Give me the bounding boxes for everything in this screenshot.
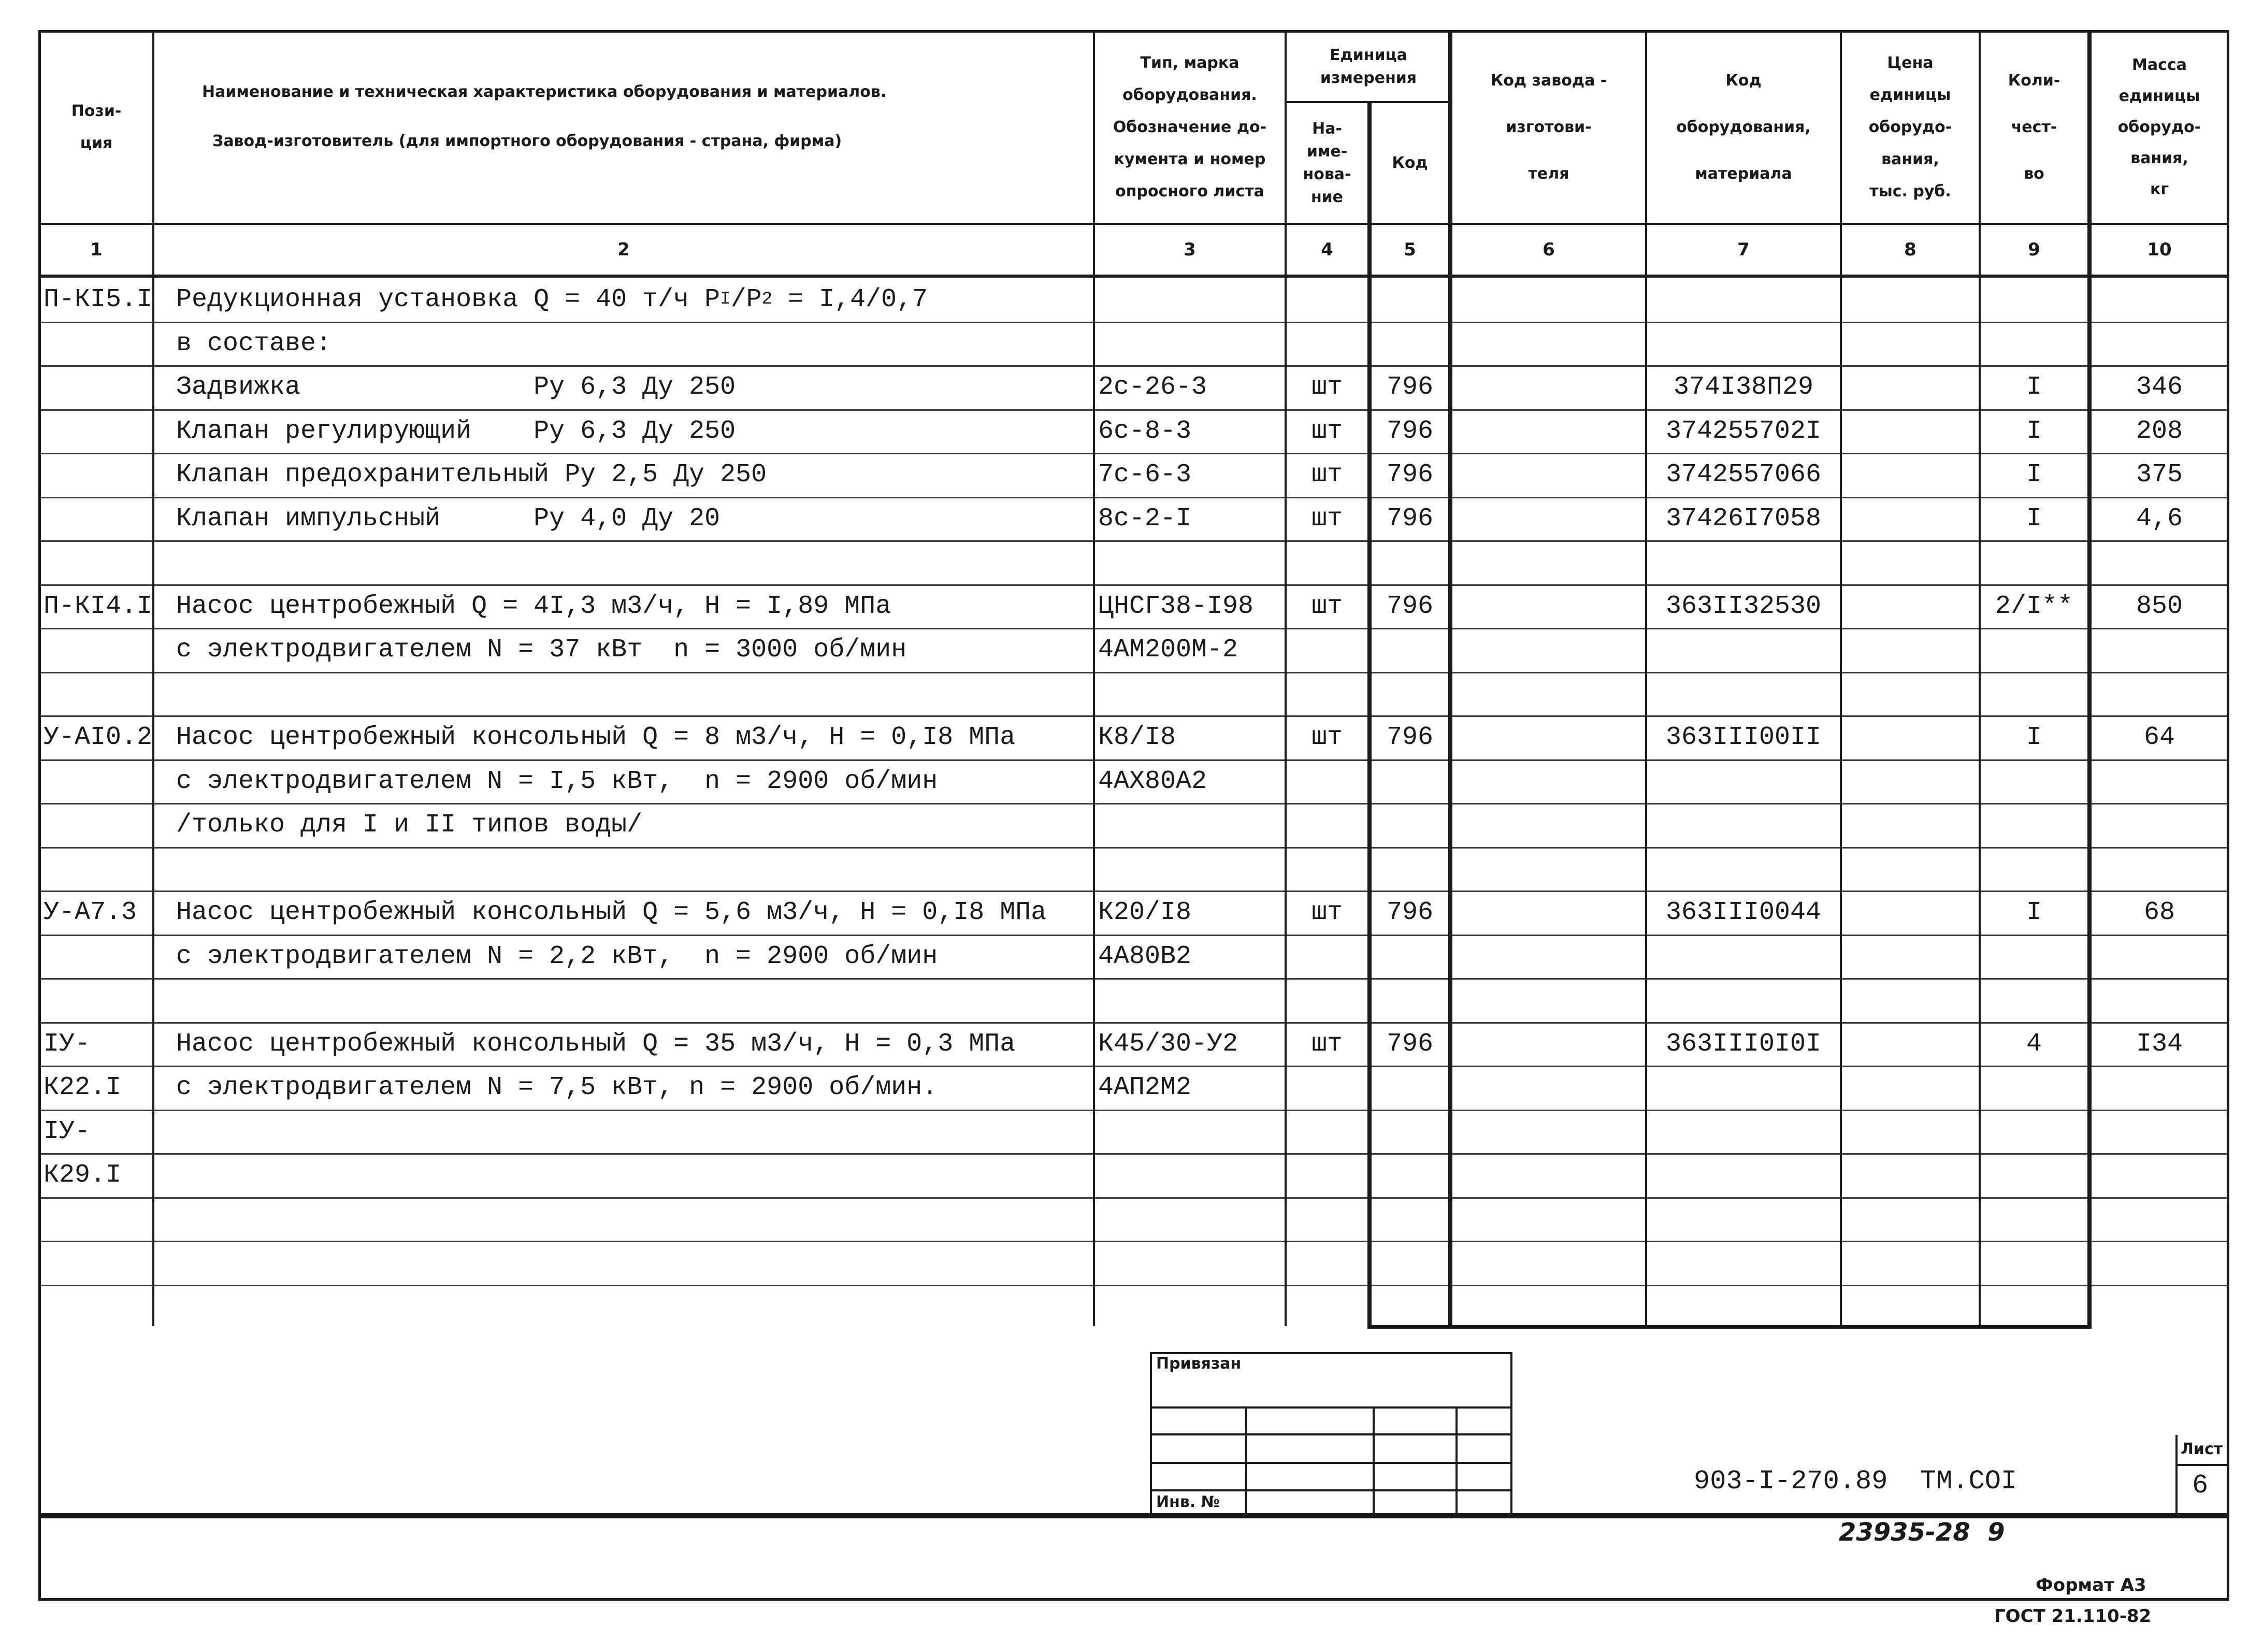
cell-name: с электродвигателем N = I,5 кВт, n = 2900 об/мин: [176, 766, 938, 796]
cell-name-text: /P: [730, 284, 762, 314]
header-name-line2: Завод-изготовитель (для импортного оборудования - страна, фирма): [212, 132, 842, 150]
cell-unit: [1287, 1241, 1367, 1284]
cell-name: Клапан предохранительный Ру 2,5 Ду 250: [176, 459, 767, 490]
cell-qty: I: [2026, 459, 2042, 490]
column-number: 9: [2028, 239, 2040, 260]
cell-unit: [1287, 847, 1367, 890]
cell-code: 796: [1386, 372, 1433, 402]
cell-mass: [2092, 1285, 2227, 1328]
cell-pos: [44, 322, 152, 365]
cell-name: с электродвигателем N = 2,2 кВт, n = 2900 об/мин: [176, 941, 938, 971]
cell-mass: [2092, 628, 2227, 671]
cell-unit: [1287, 278, 1367, 321]
cell-code: [1372, 278, 1448, 321]
cell-name: с электродвигателем N = 37 кВт n = 3000 об/мин: [176, 635, 907, 665]
cell-mass: 208: [2136, 416, 2183, 446]
cell-type: [1098, 540, 1285, 584]
header-unit: Единица измерения: [1320, 46, 1417, 87]
cell-equip: [1647, 803, 1840, 846]
cell-code: 796: [1386, 722, 1433, 752]
cell-unit: шт: [1311, 416, 1343, 446]
sheet-number: 6: [2192, 1470, 2209, 1501]
header-unit-code: Код: [1392, 153, 1428, 172]
cell-qty: [1981, 803, 2087, 846]
column-number: 3: [1184, 239, 1196, 260]
cell-name: [176, 1197, 1093, 1241]
stamp-line: [1150, 1406, 1512, 1409]
cell-name: [176, 672, 1093, 715]
cell-qty: I: [2026, 722, 2042, 752]
cell-type: К8/I8: [1098, 722, 1176, 752]
cell-pos: [44, 497, 152, 540]
cell-unit: [1287, 540, 1367, 584]
cell-qty: [1981, 672, 2087, 715]
cell-code: [1372, 847, 1448, 890]
cell-unit: [1287, 1197, 1367, 1241]
cell-equip: [1647, 1066, 1840, 1109]
cell-qty: [1981, 759, 2087, 803]
cell-code: [1372, 1110, 1448, 1153]
cell-unit: [1287, 628, 1367, 671]
cell-unit: шт: [1311, 591, 1343, 621]
cell-unit: шт: [1311, 722, 1343, 752]
cell-pos: К22.I: [44, 1072, 122, 1102]
header-type: Тип, марка оборудования. Обозначение до- кумента и номер опросного листа: [1113, 54, 1267, 200]
cell-equip: 374I38П29: [1673, 372, 1814, 402]
cell-pos: [44, 409, 152, 453]
lower-frame: [38, 1516, 2229, 1601]
cell-unit: [1287, 672, 1367, 715]
cell-type: [1098, 1197, 1285, 1241]
cell-equip: 363III0I0I: [1665, 1029, 1822, 1059]
cell-qty: 4: [2026, 1029, 2042, 1059]
cell-equip: 363II32530: [1665, 591, 1822, 621]
cell-pos: У-АI0.2: [44, 722, 153, 752]
cell-unit: [1287, 1285, 1367, 1328]
cell-pos: У-А7.3: [44, 897, 137, 927]
cell-name: [176, 1110, 1093, 1153]
cell-qty: [1981, 1197, 2087, 1241]
document-code: 903-I-270.89 ТМ.СОI: [1694, 1466, 2017, 1497]
cell-type: 4АХ80А2: [1098, 766, 1207, 796]
cell-pos: [44, 1285, 152, 1328]
cell-mass: [2092, 540, 2227, 584]
cell-pos: [44, 978, 152, 1022]
cell-qty: [1981, 1110, 2087, 1153]
cell-type: К45/30-У2: [1098, 1029, 1238, 1059]
cell-pos: К29.I: [44, 1160, 122, 1190]
cell-code: 796: [1386, 416, 1433, 446]
cell-type: [1098, 322, 1285, 365]
cell-unit: шт: [1311, 1029, 1343, 1059]
sheet-box-mid: [2175, 1464, 2229, 1466]
cell-type: 6с-8-3: [1098, 416, 1192, 446]
cell-unit: [1287, 759, 1367, 803]
cell-equip: [1647, 278, 1840, 321]
cell-type: [1098, 672, 1285, 715]
cell-pos: [44, 365, 152, 409]
subscript: I: [720, 290, 731, 309]
cell-unit: шт: [1311, 504, 1343, 534]
cell-mass: 68: [2143, 897, 2175, 927]
stamp-line: [1455, 1406, 1458, 1516]
cell-mass: 346: [2136, 372, 2183, 402]
cell-pos: IУ-: [44, 1029, 91, 1059]
cell-pos: П-КI5.I: [44, 284, 153, 314]
cell-name: Насос центробежный консольный Q = 35 м3/ч, Н = 0,3 МПа: [176, 1029, 1016, 1059]
cell-type: [1098, 278, 1285, 321]
cell-type: [1098, 1110, 1285, 1153]
cell-code: [1372, 628, 1448, 671]
cell-equip: [1647, 978, 1840, 1022]
column-number: 2: [617, 239, 630, 260]
cell-name: [176, 1285, 1093, 1328]
cell-equip: 3742557066: [1665, 459, 1822, 490]
cell-qty: [1981, 935, 2087, 978]
cell-unit: шт: [1311, 459, 1343, 490]
cell-qty: [1981, 978, 2087, 1022]
cell-code: [1372, 1197, 1448, 1241]
cell-pos: IУ-: [44, 1116, 91, 1146]
cell-qty: [1981, 278, 2087, 321]
col-sep-9: [2087, 30, 2092, 1329]
archive-number: 23935-28 9: [1839, 1518, 2005, 1547]
cell-name: Насос центробежный консольный Q = 8 м3/ч, Н = 0,I8 МПа: [176, 722, 1016, 752]
header-quantity: Коли- чест- во: [2008, 71, 2060, 183]
cell-code: [1372, 935, 1448, 978]
cell-qty: [1981, 540, 2087, 584]
cell-mass: [2092, 1241, 2227, 1284]
cell-type: 4А80В2: [1098, 941, 1192, 971]
cell-code: [1372, 322, 1448, 365]
cell-pos: [44, 453, 152, 496]
cell-qty: I: [2026, 897, 2042, 927]
cell-type: 7с-6-3: [1098, 459, 1192, 490]
cell-pos: [44, 847, 152, 890]
cell-code: [1372, 1241, 1448, 1284]
cell-mass: [2092, 672, 2227, 715]
cell-unit: [1287, 1110, 1367, 1153]
gost-label: ГОСТ 21.110-82: [1994, 1606, 2152, 1627]
cell-name: Задвижка Ру 6,3 Ду 250: [176, 372, 736, 402]
cell-unit: [1287, 978, 1367, 1022]
cell-code: [1372, 1153, 1448, 1197]
header-position: Пози- ция: [71, 102, 122, 152]
cell-equip: [1647, 935, 1840, 978]
cell-equip: 363III00II: [1665, 722, 1822, 752]
cell-unit: [1287, 1153, 1367, 1197]
cell-mass: [2092, 278, 2227, 321]
subscript: 2: [761, 290, 772, 309]
column-number: 7: [1737, 239, 1750, 260]
cell-pos: П-КI4.I: [44, 591, 153, 621]
column-number: 10: [2147, 239, 2172, 260]
cell-unit: шт: [1311, 897, 1343, 927]
cell-equip: [1647, 847, 1840, 890]
header-factory-code: Код завода - изготови- теля: [1490, 71, 1607, 183]
cell-name: [176, 978, 1093, 1022]
cell-pos: [44, 1241, 152, 1284]
cell-equip: 363III0044: [1665, 897, 1822, 927]
cell-equip: [1647, 1285, 1840, 1328]
cell-qty: [1981, 1153, 2087, 1197]
cell-name-text: = I,4/0,7: [772, 284, 928, 314]
cell-equip: [1647, 1197, 1840, 1241]
cell-name: в составе:: [176, 328, 332, 358]
header-name-line1: Наименование и техническая характеристика оборудования и материалов.: [202, 83, 887, 101]
cell-code: [1372, 1285, 1448, 1328]
cell-name: Клапан импульсный Ру 4,0 Ду 20: [176, 504, 720, 534]
cell-type: ЦНСГ38-I98: [1098, 591, 1254, 621]
header-unit-name: На- име- нова- ние: [1303, 119, 1351, 206]
cell-qty: I: [2026, 372, 2042, 402]
sheet-box-left: [2175, 1435, 2178, 1516]
cell-type: 2с-26-3: [1098, 372, 1207, 402]
cell-pos: [44, 540, 152, 584]
cell-code: 796: [1386, 591, 1433, 621]
cell-pos: [44, 1197, 152, 1241]
cell-name: [176, 540, 1093, 584]
header-mass: Масса единицы оборудо- вания, кг: [2117, 56, 2201, 198]
cell-pos: [44, 935, 152, 978]
header-price: Цена единицы оборудо- вания, тыс. руб.: [1868, 54, 1952, 200]
cell-qty: [1981, 322, 2087, 365]
cell-mass: 4,6: [2136, 504, 2183, 534]
cell-type: 4АП2М2: [1098, 1072, 1192, 1102]
cell-equip: [1647, 1153, 1840, 1197]
cell-equip: [1647, 540, 1840, 584]
cell-mass: 850: [2136, 591, 2183, 621]
cell-mass: [2092, 803, 2227, 846]
cell-pos: [44, 803, 152, 846]
cell-unit: [1287, 935, 1367, 978]
cell-qty: [1981, 847, 2087, 890]
cell-qty: [1981, 1241, 2087, 1284]
cell-equip: 374255702I: [1665, 416, 1822, 446]
cell-mass: I34: [2136, 1029, 2183, 1059]
cell-code: [1372, 1066, 1448, 1109]
cell-name: с электродвигателем N = 7,5 кВт, n = 2900 об/мин.: [176, 1072, 938, 1102]
stamp-line: [1373, 1406, 1375, 1516]
cell-name: /только для I и II типов воды/: [176, 810, 643, 840]
cell-type: К20/I8: [1098, 897, 1192, 927]
cell-mass: 64: [2143, 722, 2175, 752]
cell-qty: [1981, 1285, 2087, 1328]
col-sep-5: [1448, 30, 1452, 1329]
cell-name: Клапан регулирующий Ру 6,3 Ду 250: [176, 416, 736, 446]
cell-qty: I: [2026, 416, 2042, 446]
cell-pos: [44, 672, 152, 715]
cell-code: 796: [1386, 459, 1433, 490]
column-number: 8: [1904, 239, 1916, 260]
cell-code: [1372, 759, 1448, 803]
cell-equip: [1647, 759, 1840, 803]
cell-type: [1098, 1153, 1285, 1197]
cell-code: 796: [1386, 897, 1433, 927]
cell-type: [1098, 1285, 1285, 1328]
stamp-line: [1245, 1406, 1247, 1516]
sheet-label: Лист: [2181, 1440, 2223, 1458]
column-number: 4: [1321, 239, 1333, 260]
cell-type: [1098, 803, 1285, 846]
cell-equip: [1647, 1241, 1840, 1284]
header-equipment-code: Код оборудования, материала: [1676, 71, 1811, 183]
stamp-line: [1150, 1433, 1512, 1435]
stamp-line: [1150, 1462, 1512, 1464]
cell-pos: [44, 759, 152, 803]
cell-name: [176, 1241, 1093, 1284]
cell-equip: [1647, 1110, 1840, 1153]
cell-name: Насос центробежный консольный Q = 5,6 м3/ч, Н = 0,I8 МПа: [176, 897, 1047, 927]
cell-qty: I: [2026, 504, 2042, 534]
cell-equip: [1647, 322, 1840, 365]
stamp-attached-label: Привязан: [1156, 1355, 1242, 1373]
cell-name: [176, 1153, 1093, 1197]
cell-qty: [1981, 1066, 2087, 1109]
cell-code: [1372, 978, 1448, 1022]
cell-mass: [2092, 847, 2227, 890]
cell-type: 8с-2-I: [1098, 504, 1192, 534]
cell-pos: [44, 628, 152, 671]
cell-name: [176, 278, 1093, 321]
cell-mass: [2092, 759, 2227, 803]
cell-qty: [1981, 628, 2087, 671]
col-sep-4: [1367, 101, 1372, 1329]
column-number: 6: [1543, 239, 1555, 260]
cell-code: 796: [1386, 504, 1433, 534]
cell-code: [1372, 540, 1448, 584]
cell-mass: [2092, 978, 2227, 1022]
column-number: 1: [90, 239, 103, 260]
cell-type: [1098, 978, 1285, 1022]
cell-mass: [2092, 1197, 2227, 1241]
cell-mass: [2092, 1153, 2227, 1197]
cell-equip: 37426I7058: [1665, 504, 1822, 534]
cell-code: [1372, 803, 1448, 846]
cell-code: [1372, 672, 1448, 715]
cell-type: [1098, 847, 1285, 890]
stamp-inv-label: Инв. №: [1156, 1493, 1220, 1511]
cell-name: Насос центробежный Q = 4I,3 м3/ч, Н = I,89 МПа: [176, 591, 891, 621]
cell-type: 4АМ200М-2: [1098, 635, 1238, 665]
cell-qty: 2/I**: [1995, 591, 2073, 621]
cell-mass: [2092, 322, 2227, 365]
cell-unit: шт: [1311, 372, 1343, 402]
cell-mass: 375: [2136, 459, 2183, 490]
cell-equip: [1647, 628, 1840, 671]
cell-equip: [1647, 672, 1840, 715]
cell-name-text: Редукционная установка Q = 40 т/ч P: [176, 284, 720, 314]
cell-unit: [1287, 1066, 1367, 1109]
column-number: 5: [1404, 239, 1416, 260]
cell-type: [1098, 1241, 1285, 1284]
cell-unit: [1287, 322, 1367, 365]
cell-unit: [1287, 803, 1367, 846]
stamp-line: [1150, 1489, 1512, 1491]
format-label: Формат А3: [2036, 1575, 2146, 1596]
cell-mass: [2092, 1066, 2227, 1109]
cell-mass: [2092, 1110, 2227, 1153]
cell-code: 796: [1386, 1029, 1433, 1059]
cell-mass: [2092, 935, 2227, 978]
cell-name: [176, 847, 1093, 890]
